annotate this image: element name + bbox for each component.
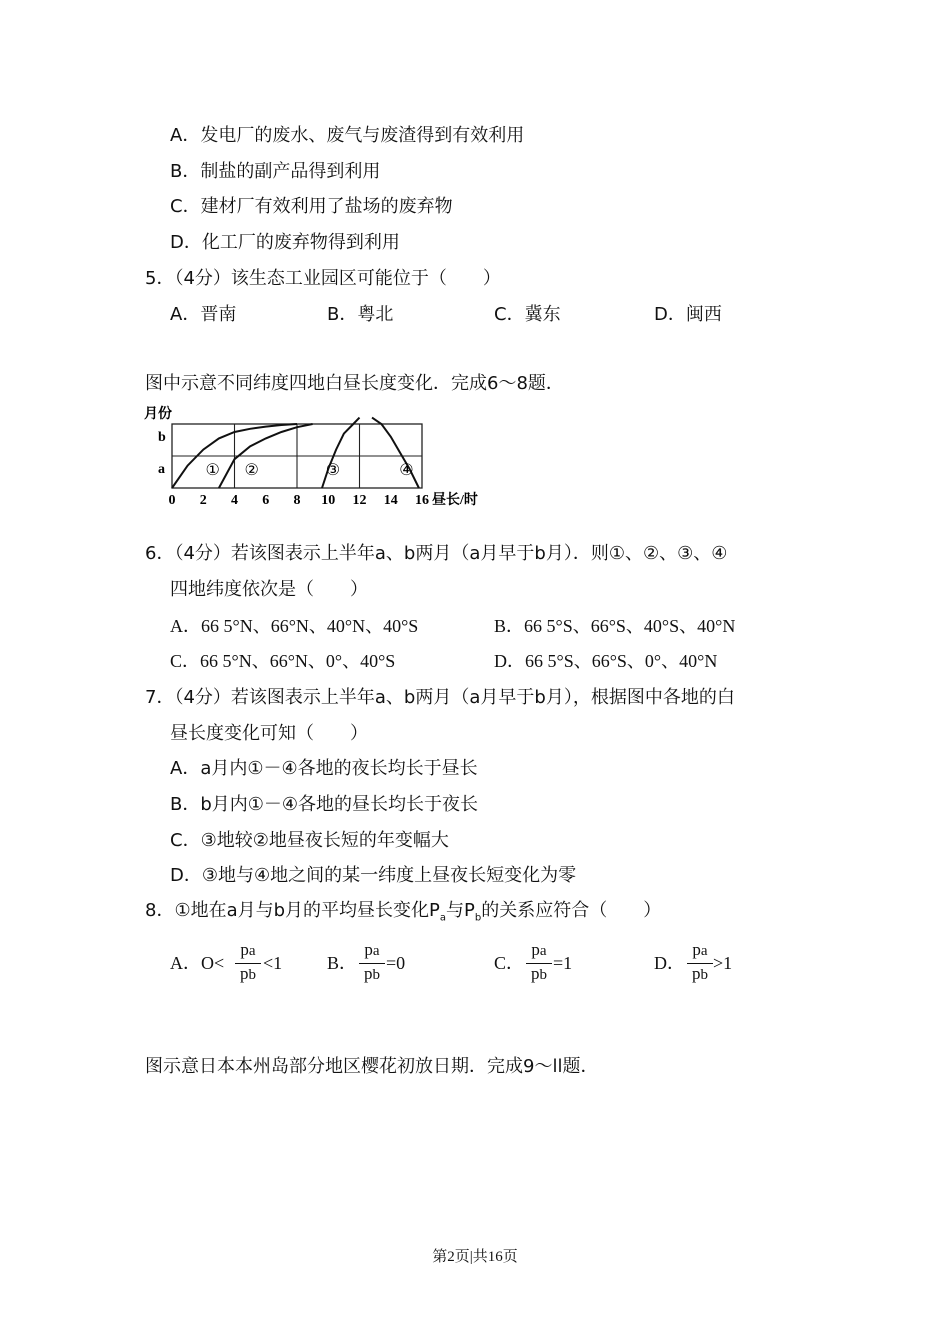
q8-option-c-suffix: =1 <box>553 953 573 973</box>
q8-option-d-prefix: D． <box>654 953 685 973</box>
chart-ticks <box>158 430 429 508</box>
series-label-1: ① <box>205 461 220 479</box>
x-tick-label: 12 <box>352 493 367 508</box>
x-tick-label: 8 <box>293 493 301 508</box>
q7-option-c: C．③地较②地昼夜长短的年变幅大 <box>170 830 449 851</box>
q6-stem-line1: 6．（4分）若该图表示上半年a、b两月（a月早于b月）．则①、②、③、④ <box>145 543 728 564</box>
q8-option-d-suffix: >1 <box>713 953 733 973</box>
q8-option-b-prefix: B． <box>327 953 358 973</box>
chart-curves <box>172 418 419 488</box>
fraction-denominator: pb <box>364 964 380 983</box>
q6-option-b: B．66 5°S、66°S、40°S、40°N <box>494 616 736 636</box>
q8-option-c-fraction <box>524 940 554 990</box>
day-length-chart <box>140 402 500 514</box>
fraction-denominator: pb <box>692 964 708 983</box>
q7-option-b: B．b月内①－④各地的昼长均长于夜长 <box>170 794 479 815</box>
q8-option-a-fraction <box>233 940 263 990</box>
fraction-numerator: pa <box>531 940 547 959</box>
q4-option-c: C．建材厂有效利用了盐场的废弃物 <box>170 196 453 217</box>
y-tick-label: a <box>158 462 165 477</box>
series-label-2: ② <box>244 461 259 479</box>
fraction-denominator: pb <box>531 964 547 983</box>
fraction-numerator: pa <box>692 940 708 959</box>
series-label-3: ③ <box>325 461 341 479</box>
q4-option-a: A．发电厂的废水、废气与废渣得到有效利用 <box>170 125 525 146</box>
q8-stem <box>145 899 661 931</box>
x-tick-label: 6 <box>262 493 270 508</box>
x-tick-label: 0 <box>168 493 176 508</box>
q6-option-c: C．66 5°N、66°N、0°、40°S <box>170 651 396 671</box>
day-length-chart-svg <box>140 402 500 514</box>
q5-option-a: A．晋南 <box>170 304 237 325</box>
series-label-4: ④ <box>399 461 414 479</box>
x-tick-label: 10 <box>321 493 336 508</box>
q7-stem-line1: 7．（4分）若该图表示上半年a、b两月（a月早于b月），根据图中各地的白 <box>145 687 735 708</box>
q6-stem-line2: 四地纬度依次是（ ） <box>170 579 368 600</box>
q8-sub-b: b <box>474 912 482 924</box>
q8-stem-part-a: 8．①地在a月与b月的平均昼长变化P <box>145 900 440 921</box>
q8-option-a-suffix: <1 <box>263 953 283 973</box>
q4-option-b: B．制盐的副产品得到利用 <box>170 161 381 182</box>
q7-option-d: D．③地与④地之间的某一纬度上昼夜长短变化为零 <box>170 865 577 886</box>
q8-option-b-fraction <box>357 940 387 990</box>
x-tick-label: 4 <box>231 493 238 508</box>
q8-option-c-prefix: C． <box>494 953 525 973</box>
q7-option-a: A．a月内①－④各地的夜长均长于昼长 <box>170 758 478 779</box>
q8-stem-part-b: 与P <box>446 900 475 921</box>
q5-option-c: C．冀东 <box>494 304 561 325</box>
intro-6-8: 图中示意不同纬度四地白昼长度变化．完成6～8题． <box>145 373 564 394</box>
q5-option-b: B．粤北 <box>327 304 394 325</box>
x-tick-label: 16 <box>415 493 429 508</box>
q5-stem: 5．（4分）该生态工业园区可能位于（ ） <box>145 268 501 289</box>
q7-stem-line2: 昼长度变化可知（ ） <box>170 723 368 744</box>
q8-option-d-fraction <box>685 940 715 990</box>
q6-option-a: A．66 5°N、66°N、40°N、40°S <box>170 616 419 636</box>
x-tick-label: 2 <box>199 493 207 508</box>
q5-option-d: D．闽西 <box>654 304 722 325</box>
fraction-numerator: pa <box>364 940 380 959</box>
q6-option-d: D．66 5°S、66°S、0°、40°N <box>494 651 718 671</box>
fraction-denominator: pb <box>240 964 256 983</box>
intro-9-11: 图示意日本本州岛部分地区樱花初放日期．完成9～ll题． <box>145 1056 599 1077</box>
q4-option-d: D．化工厂的废弃物得到利用 <box>170 232 400 253</box>
y-tick-label: b <box>158 430 166 445</box>
q8-sub-a: a <box>439 912 447 924</box>
q8-option-b-suffix: =0 <box>386 953 406 973</box>
q8-option-a-prefix: A．O< <box>170 953 225 973</box>
fraction-numerator: pa <box>240 940 256 959</box>
y-axis-label: 月份 <box>144 407 172 422</box>
q8-stem-part-c: 的关系应符合（ ） <box>481 900 662 921</box>
x-tick-label: 14 <box>383 493 398 508</box>
x-axis-label: 昼长/时 <box>432 493 478 508</box>
page-footer: 第2页|共16页 <box>432 1249 518 1265</box>
